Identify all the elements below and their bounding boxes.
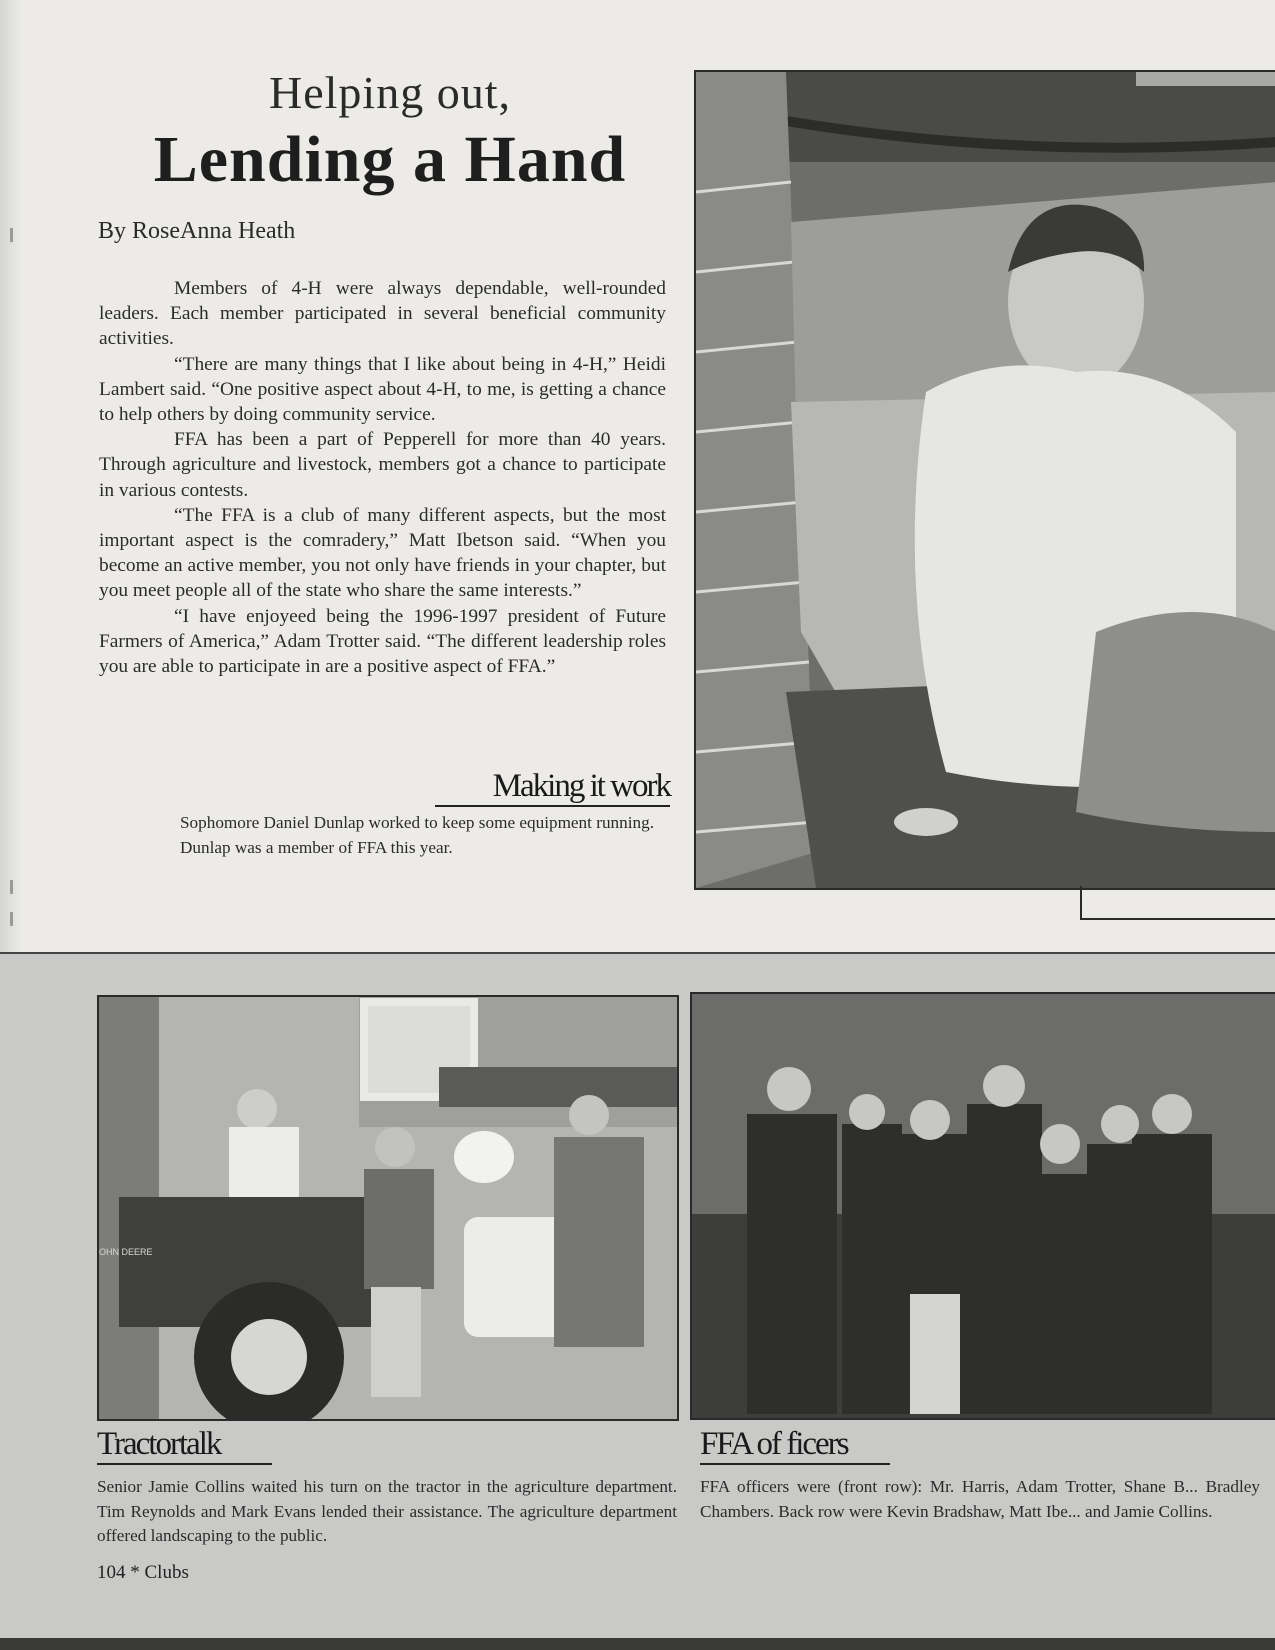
binding-mark [10,880,13,894]
story-paragraph: “I have enjoyeed being the 1996-1997 president of Future Farmers of America,” Adam Trotter said. “The different leadership roles you are able to participate in are a positive aspect of FFA.” [99,605,666,678]
portrait-photo [694,70,1275,890]
caption-text: Senior Jamie Collins waited his turn on the tractor in the agriculture department. Tim Reynolds and Mark Evans lended their assistance. The agriculture department offered landscaping to the public. [97,1477,677,1545]
story-body [99,276,666,679]
caption-rule [700,1463,890,1465]
caption-tractortalk [97,1426,677,1549]
story-paragraph: “There are many things that I like about being in 4-H,” Heidi Lambert said. “One positive aspect about 4-H, to me, is getting a chance to help others by doing community service. [99,353,666,426]
photo-frame-accent [1080,886,1275,920]
ffa-officers-photo [690,992,1275,1420]
page-folio: 104 * Clubs [97,1562,189,1583]
binding-mark [10,912,13,926]
caption-rule [435,805,670,807]
page-bottom-edge [0,1638,1275,1650]
story-paragraph: “The FFA is a club of many different aspects, but the most important aspect is the comradery,” Matt Ibetson said. “When you become an active member, you not only have friends in your chapter, but you meet people all of the state who share the same interests.” [99,504,666,602]
binding-mark [10,228,13,242]
tractor-decal: OHN DEERE [99,1247,153,1257]
caption-ffa-officers [700,1426,1275,1524]
tractor-photo [97,995,679,1421]
story-paragraph: Members of 4-H were always dependable, well-rounded leaders. Each member participated in several beneficial community activities. [99,278,666,350]
caption-making-it-work [180,768,670,860]
story-paragraph: FFA has been a part of Pepperell for more than 40 years. Through agriculture and livestock, members got a chance to participate in various contests. [99,429,666,501]
headline [90,62,690,196]
caption-heading: Making it work [492,768,670,804]
caption-heading: FFA of ficers [700,1426,848,1462]
byline: By RoseAnna Heath [98,218,296,244]
caption-text: FFA officers were (front row): Mr. Harris, Adam Trotter, Shane B... Bradley Chambers. Back row were Kevin Bradshaw, Matt Ibe... and Jamie Collins. [700,1477,1260,1521]
caption-text: Sophomore Daniel Dunlap worked to keep some equipment running. Dunlap was a member of FFA this year. [180,813,654,857]
caption-rule [97,1463,272,1465]
headline-kicker: Helping out, [269,67,511,118]
headline-title: Lending a Hand [153,123,627,196]
caption-heading: Tractortalk [97,1426,221,1462]
